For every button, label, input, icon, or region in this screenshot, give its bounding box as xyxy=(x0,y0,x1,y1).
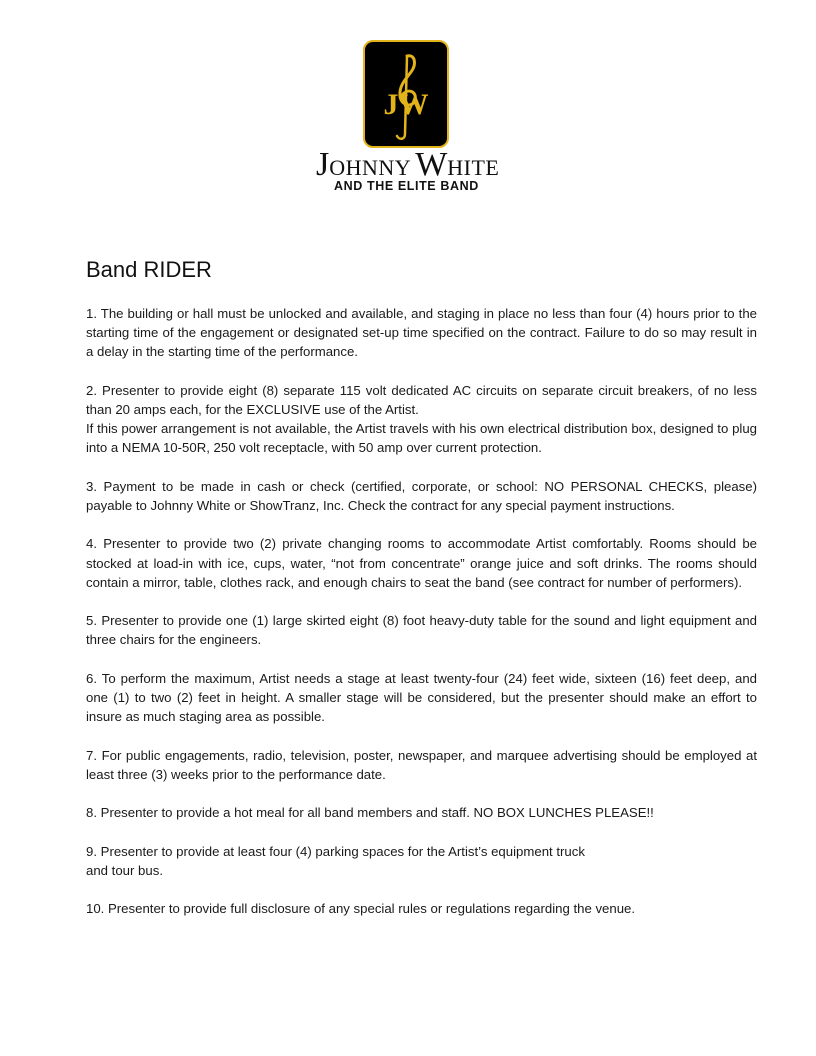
rule-text: 3. Payment to be made in cash or check (certified, corporate, or school: NO PERSONAL CHECKS, please) payable to Johnny White or ShowTranz, Inc. Check the contract for any special payment instructions. xyxy=(86,478,757,513)
rule-item xyxy=(86,842,757,880)
rule-item xyxy=(86,746,757,784)
rule-item xyxy=(86,899,757,918)
monogram-letters: JW xyxy=(383,88,429,121)
rule-text: 4. Presenter to provide two (2) private changing rooms to accommodate Artist comfortably. Rooms should be stocked at load-in with ice, cups, water, “not from concentrate” orange juice and soft drinks. The rooms should contain a mirror, table, clothes rack, and enough chairs to seat the band (see contract for number of performers). xyxy=(86,536,757,590)
rule-item xyxy=(86,669,757,727)
logo-name-initial-last: W xyxy=(415,146,448,183)
logo-name-rest-first: OHNNY xyxy=(329,155,412,180)
rule-text: 2. Presenter to provide eight (8) separate 115 volt dedicated AC circuits on separate circuit breakers, of no less than 20 amps each, for the EXCLUSIVE use of the Artist. xyxy=(86,382,757,417)
logo-name-rest-last: HITE xyxy=(447,155,500,180)
rule-text: 7. For public engagements, radio, television, poster, newspaper, and marquee advertising should be employed at least three (3) weeks prior to the performance date. xyxy=(86,747,757,782)
logo-name xyxy=(316,148,499,182)
rule-text: 9. Presenter to provide at least four (4) parking spaces for the Artist’s equipment truck xyxy=(86,843,585,859)
rule-text: 8. Presenter to provide a hot meal for all band members and staff. NO BOX LUNCHES PLEASE!! xyxy=(86,805,654,821)
logo-badge xyxy=(363,40,449,148)
rule-text: 6. To perform the maximum, Artist needs a stage at least twenty-four (24) feet wide, sixteen (16) feet deep, and one (1) to two (2) feet in height. A smaller stage will be considered, but the presenter should make an effort to insure as much staging area as possible. xyxy=(86,670,757,725)
document-title: Band RIDER xyxy=(86,257,212,282)
logo-name-initial-first: J xyxy=(316,146,330,183)
rule-text: 5. Presenter to provide one (1) large skirted eight (8) foot heavy-duty table for the sound and light equipment and three chairs for the engineers. xyxy=(86,613,757,648)
rule-text: and tour bus. xyxy=(86,862,163,878)
rule-item xyxy=(86,803,757,822)
rule-item xyxy=(86,534,757,592)
rule-item xyxy=(86,477,757,515)
logo-wordmark xyxy=(316,148,506,204)
rule-text: If this power arrangement is not available, the Artist travels with his own electrical distribution box, designed to plug into a NEMA 10-50R, 250 volt receptacle, with 50 amp over current protection. xyxy=(86,421,757,456)
rule-item xyxy=(86,381,757,458)
rule-item xyxy=(86,611,757,649)
rule-text: 1. The building or hall must be unlocked and available, and staging in place no less than four (4) hours prior to the starting time of the engagement or designated set-up time specified on the contract. Failure to do so may result in a delay in the starting time of the performance. xyxy=(86,306,757,360)
rule-text: 10. Presenter to provide full disclosure of any special rules or regulations regarding the venue. xyxy=(86,901,636,917)
rule-item xyxy=(86,304,757,362)
rider-rules-list xyxy=(86,304,757,938)
treble-clef-monogram-icon xyxy=(365,42,447,146)
logo-tagline: AND THE ELITE BAND xyxy=(334,179,479,193)
